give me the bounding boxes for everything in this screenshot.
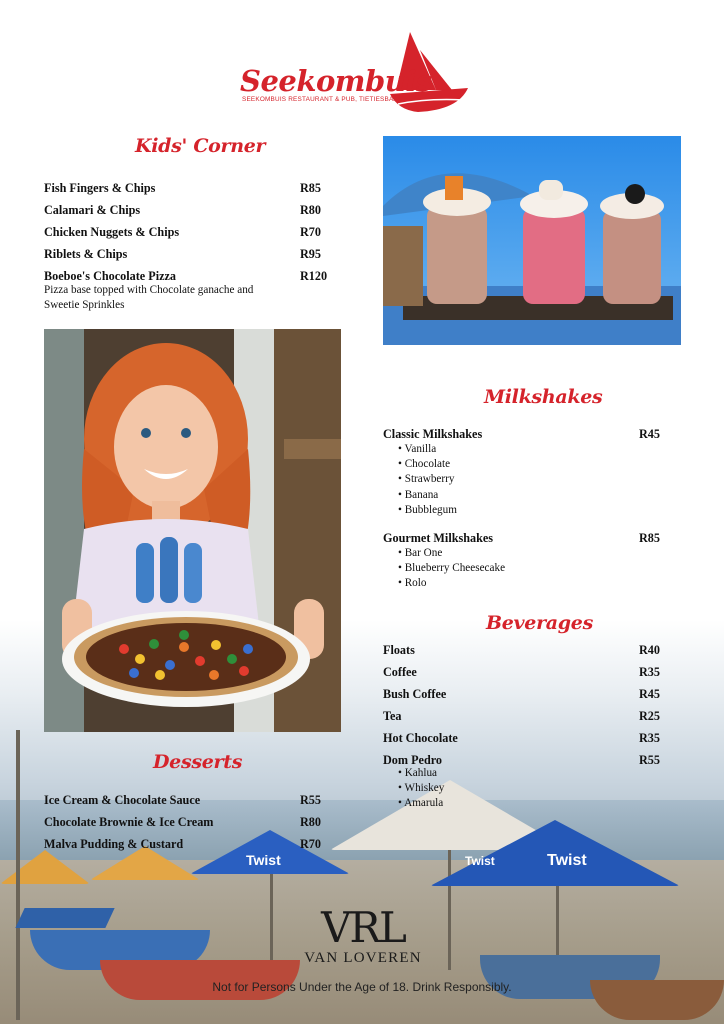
item-name: Fish Fingers & Chips <box>44 181 156 195</box>
umbrella-brand-text: Twist <box>246 852 281 868</box>
menu-item <box>44 221 344 243</box>
sponsor-name: VAN LOVEREN <box>304 950 422 966</box>
menu-item <box>383 423 683 445</box>
flavour-item: • Vanilla <box>398 442 683 457</box>
item-name: Chicken Nuggets & Chips <box>44 225 180 239</box>
item-name: Tea <box>383 709 402 723</box>
item-price: R85 <box>639 531 660 546</box>
desserts-title: Desserts <box>153 751 243 773</box>
milkshakes-illustration <box>383 136 681 345</box>
beverages-menu <box>383 639 683 812</box>
item-price: R85 <box>300 181 321 195</box>
menu-item <box>383 683 683 705</box>
item-price: R25 <box>639 709 660 723</box>
item-price: R70 <box>300 225 321 239</box>
item-price: R40 <box>639 643 660 657</box>
flavour-item: • Strawberry <box>398 472 683 487</box>
milkshakes-title: Milkshakes <box>484 386 603 408</box>
flavour-list <box>383 546 683 592</box>
item-price: R70 <box>300 837 321 851</box>
beverages-title: Beverages <box>486 612 593 634</box>
item-description: Pizza base topped with Chocolate ganache and Sweetie Sprinkles <box>44 284 254 311</box>
wooden-post <box>16 730 20 1020</box>
item-price: R55 <box>639 753 660 767</box>
item-name: Calamari & Chips <box>44 203 141 217</box>
menu-item <box>383 527 683 549</box>
menu-item <box>383 661 683 683</box>
umbrella-brand-text: Twist <box>547 852 587 869</box>
option-item: • Amarula <box>398 796 683 811</box>
girl-pizza-illustration <box>44 329 341 732</box>
umbrella-brand-text: Twist <box>465 854 495 868</box>
flavour-item: • Chocolate <box>398 457 683 472</box>
item-name: Riblets & Chips <box>44 247 128 261</box>
photo-milkshakes <box>383 136 681 345</box>
flavour-item: • Bar One <box>398 546 683 561</box>
menu-item <box>383 727 683 749</box>
menu-item <box>44 265 344 287</box>
item-price: R120 <box>300 269 328 283</box>
item-price: R80 <box>300 815 321 829</box>
item-name: Malva Pudding & Custard <box>44 837 184 851</box>
item-name: Boeboe's Chocolate Pizza <box>44 269 177 283</box>
dom-pedro-options <box>383 766 683 812</box>
umbrella-pole <box>448 850 451 970</box>
option-item: • Kahlua <box>398 766 683 781</box>
boat <box>15 908 114 928</box>
milkshakes-menu <box>383 423 683 592</box>
menu-item <box>44 243 344 265</box>
menu-item <box>44 811 344 833</box>
item-price: R80 <box>300 203 321 217</box>
item-name: Chocolate Brownie & Ice Cream <box>44 815 214 829</box>
item-price: R45 <box>639 427 660 441</box>
brand-logo <box>238 28 474 114</box>
item-price: R35 <box>639 731 660 745</box>
photo-girl-with-pizza <box>44 329 341 732</box>
menu-item <box>44 199 344 221</box>
item-name: Classic Milkshakes <box>383 427 483 441</box>
menu-item <box>44 789 344 811</box>
item-price: R55 <box>300 793 321 807</box>
desserts-menu <box>44 789 344 855</box>
kids-corner-title: Kids' Corner <box>135 135 266 157</box>
item-name: Gourmet Milkshakes <box>383 531 494 546</box>
flavour-item: • Blueberry Cheesecake <box>398 561 683 576</box>
menu-item <box>44 177 344 199</box>
item-name: Dom Pedro <box>383 753 443 767</box>
sponsor-mark: VRL <box>321 903 405 952</box>
menu-item <box>383 705 683 727</box>
flavour-item: • Bubblegum <box>398 503 683 518</box>
sponsor-logo <box>296 903 430 967</box>
brand-tagline: SEEKOMBUIS RESTAURANT & PUB, TIETIESBAAI <box>242 96 400 103</box>
item-price: R95 <box>300 247 321 261</box>
item-name: Hot Chocolate <box>383 731 458 745</box>
menu-item <box>383 639 683 661</box>
flavour-item: • Rolo <box>398 576 683 591</box>
brand-name: Seekombuis <box>240 64 432 98</box>
footer-disclaimer: Not for Persons Under the Age of 18. Drink Responsibly. <box>212 980 512 994</box>
flavour-item: • Banana <box>398 488 683 503</box>
item-name: Bush Coffee <box>383 687 447 701</box>
menu-item <box>44 833 344 855</box>
flavour-list <box>383 442 683 518</box>
umbrella-pole <box>270 870 273 960</box>
option-item: • Whiskey <box>398 781 683 796</box>
item-price: R45 <box>639 687 660 701</box>
item-price: R35 <box>639 665 660 679</box>
item-name: Floats <box>383 643 415 657</box>
item-name: Ice Cream & Chocolate Sauce <box>44 793 201 807</box>
menu-item <box>383 749 683 771</box>
item-name: Coffee <box>383 665 417 679</box>
kids-corner-menu <box>44 177 344 313</box>
